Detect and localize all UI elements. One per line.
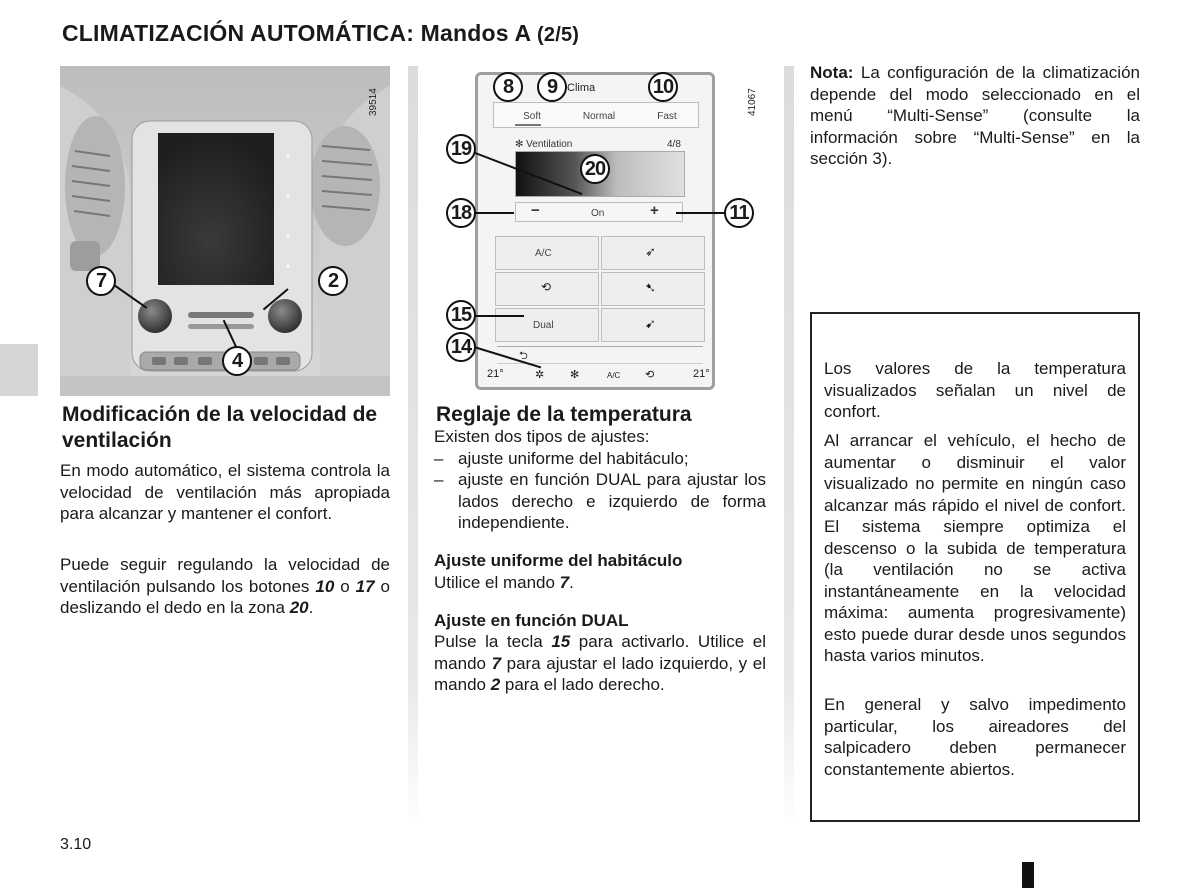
airflow-face-icon: ➶ [645, 244, 656, 259]
callout-4: 4 [222, 346, 252, 376]
uniform-instructions: Utilice el mando 7. [434, 573, 574, 592]
callout-11: 11 [724, 198, 754, 228]
ventilation-on-button[interactable]: On [591, 208, 605, 219]
ventilation-label [515, 139, 572, 150]
paragraph-manual-speed: Puede seguir regulando la velocidad de ventilación pulsando los botones 10 o 17 o deslizando el dedo en la zona 20. [60, 555, 391, 617]
callout-19: 19 [446, 134, 476, 164]
callout-9: 9 [537, 72, 567, 102]
ventilation-label-text: Ventilation [526, 139, 573, 150]
figure-ref-number: 41067 [747, 88, 758, 116]
page-number: 3.10 [60, 836, 92, 853]
subheading-dual: Ajuste en función DUAL [434, 611, 629, 630]
fan-status-icon: ✻ [570, 369, 580, 381]
airflow-windshield-icon: ➹ [645, 316, 656, 331]
callout-18: 18 [446, 198, 476, 228]
note-paragraph: Nota: La configuración de la climatización depende del modo seleccionado en el menú “Multi-Sense” (consulte la información sobre “Multi-Sense” en la sección 3). [810, 63, 1140, 168]
callout-15: 15 [446, 300, 476, 330]
dashboard-figure [60, 66, 390, 396]
callout-8: 8 [493, 72, 523, 102]
heading-temperature: Reglaje de la temperatura [436, 403, 692, 426]
section-tab [0, 344, 38, 396]
recirc-status-icon: ⟲ [645, 369, 655, 381]
title-suffix: (2/5) [537, 24, 580, 46]
leader-line [474, 315, 524, 317]
ventilation-level: 4/8 [667, 139, 681, 150]
callout-20: 20 [580, 154, 610, 184]
title-text: CLIMATIZACIÓN AUTOMÁTICA: Mandos A [62, 20, 531, 46]
figure-ref-number: 39514 [368, 88, 379, 116]
heading-ventilation-speed: Modificación de la velocidad de ventilación [62, 403, 378, 452]
subheading-uniform: Ajuste uniforme del habitáculo [434, 551, 683, 570]
mode-underline [515, 124, 541, 126]
dual-button-label: Dual [533, 320, 554, 331]
left-temperature: 21° [487, 368, 504, 380]
dual-instructions: Pulse la tecla 15 para activarlo. Utilice el mando 7 para ajustar el lado izquierdo, y el mando 2 para el lado derecho. [434, 632, 767, 694]
dashboard-illustration [60, 66, 390, 396]
mode-soft-button[interactable]: Soft [523, 111, 541, 122]
ventilation-plus-button[interactable]: + [650, 202, 659, 219]
ventilation-minus-button[interactable]: − [531, 202, 540, 219]
info-box-paragraph-1: Los valores de la temperatura visualizados señalan un nivel de confort. [824, 359, 1126, 421]
mode-fast-button[interactable]: Fast [657, 111, 677, 122]
airflow-feet-icon: ➷ [645, 280, 656, 295]
recirculation-icon: ⟲ [541, 280, 552, 294]
callout-10: 10 [648, 72, 678, 102]
leader-line [474, 212, 514, 214]
column-separator-1 [408, 66, 418, 826]
seat-icon: ✲ [535, 369, 545, 381]
page-title [62, 20, 579, 47]
thumb-marker [1022, 862, 1034, 888]
callout-14: 14 [446, 332, 476, 362]
right-temperature: 21° [693, 368, 710, 380]
temperature-intro: Existen dos tipos de ajustes: [434, 427, 650, 446]
ac-button-label: A/C [535, 248, 552, 259]
leader-line [676, 212, 726, 214]
bullet-item: – ajuste uniforme del habitáculo; [434, 449, 689, 468]
info-box-paragraph-2: Al arrancar el vehículo, el hecho de aumentar o disminuir el valor visualizado no permite en ningún caso alcanzar más rápido el nivel de confort. El sistema siempre optimiza el descenso o la subida de temperatura (la ventilación no se activa instantáneamente en la velocidad máxima: aumenta progresivamente) esto puede durar desde unos segundos hasta varios minutos. [824, 431, 1126, 665]
info-box-paragraph-3: En general y salvo impedimento particular, los aireadores del salpicadero deben permanecer constantemente abiertos. [824, 695, 1126, 779]
callout-2: 2 [318, 266, 348, 296]
paragraph-auto-mode: En modo automático, el sistema controla la velocidad de ventilación más apropiada para alcanzar y mantener el confort. [60, 461, 390, 523]
back-icon[interactable]: ⮌ [519, 350, 528, 362]
column-separator-2 [784, 66, 794, 826]
mode-normal-button[interactable]: Normal [582, 111, 616, 122]
climate-screen-figure [435, 66, 765, 396]
bullet-item: – ajuste en función DUAL para ajustar los lados derecho e izquierdo de forma independiente. [434, 470, 766, 532]
screen-title: Clima [567, 82, 596, 94]
callout-7: 7 [86, 266, 116, 296]
info-box [810, 312, 1140, 822]
fan-icon: ✻ [515, 139, 524, 150]
ac-status: A/C [607, 371, 621, 380]
